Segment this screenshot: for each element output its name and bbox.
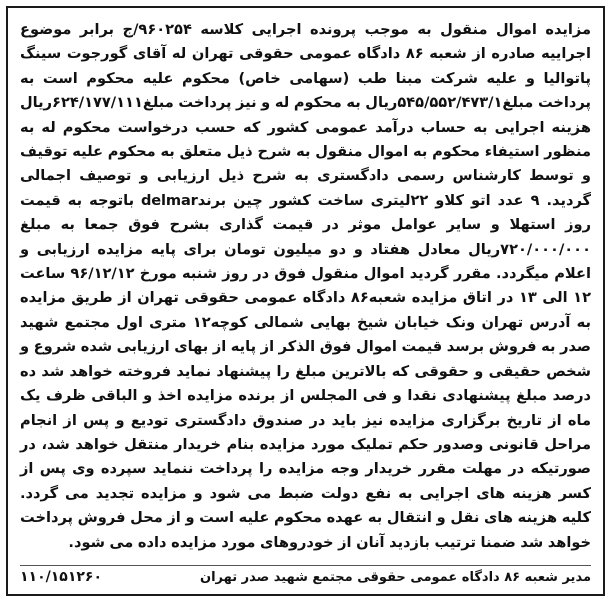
auction-notice bbox=[6, 6, 605, 596]
court-signature: مدیر شعبه ۸۶ دادگاه عمومی حقوقی مجتمع شهید صدر تهران bbox=[199, 569, 591, 585]
notice-body-text: مزایده اموال منقول به موجب پرونده اجرایی کلاسه ۹۶۰۲۵۴/ج برابر موضوع اجراییه صادره از شعبه ۸۶ دادگاه عمومی حقوقی تهران له آقای گورجوت سینگ پاتوالیا و علیه شرکت مبنا طب (سهامی خاص) محکوم علیه محکوم است به پرداخت مبلغ۵۴۵/۵۵۲/۴۷۳/۱ریال به محکوم له و نیز پرداخت مبلغ۶۲۴/۱۷۷/۱۱۱ریال هزینه اجرایی به حساب درآمد عمومی کشور که حسب درخواست محکوم له به منظور استیفاء محکوم به اموال منقول به شرح ذیل متعلق به محکوم علیه توقیف و توسط کارشناس رسمی دادگستری به شرح ذیل ارزیابی و توصیف اجمالی گردید. ۹ عدد اتو کلاو ۲۲لیتری ساخت کشور چین برندdelmar باتوجه به قیمت روز استهلا و سایر عوامل موثر در قیمت گذاری بشرح فوق جمعا به مبلغ ۷۲۰/۰۰۰/۰۰۰ریال معادل هفتاد و دو میلیون تومان برای پایه مزایده ارزیابی و اعلام میگردد. مقرر گردید اموال منقول فوق در روز شنبه مورخ ۹۶/۱۲/۱۲ ساعت ۱۲ الی ۱۳ در اتاق مزایده شعبه۸۶ دادگاه عمومی حقوقی تهران از طریق مزایده به آدرس تهران ونک خیابان شیخ بهایی شمالی کوچه۱۲ متری اول مجتمع شهید صدر به فروش برسد قیمت اموال فوق الذکر از پایه از بهای ارزیابی شده شروع و شخص حقیقی و حقوقی که بالاترین مبلغ را پیشنهاد نماید فروخته خواهد شد ده درصد مبلغ پیشنهادی نقدا و فی المجلس از برنده مزایده اخذ و الباقی ظرف یک ماه از تاریخ برگزاری مزایده نیز باید در صندوق دادگستری تودیع و پس از انجام مراحل قانونی وصدور حکم تملیک مورد مزایده بنام خریدار منتقل خواهد شد، در صورتیکه در مهلت مقرر خریدار وجه مزایده را پرداخت ننماید سپرده وی پس از کسر هزینه های اجرایی به نفع دولت ضبط می شود و مزایده تجدید می گردد. کلیه هزینه های نقل و انتقال به عهده محکوم علیه است و از محل فروش پرداخت خواهد شد ضمنا ترتیب بازدید آنان از خودروهای مورد مزایده داده می شود. bbox=[20, 21, 592, 551]
reference-number: ۱۱۰/۱۵۱۲۶۰ bbox=[20, 569, 103, 585]
notice-footer bbox=[20, 565, 591, 588]
